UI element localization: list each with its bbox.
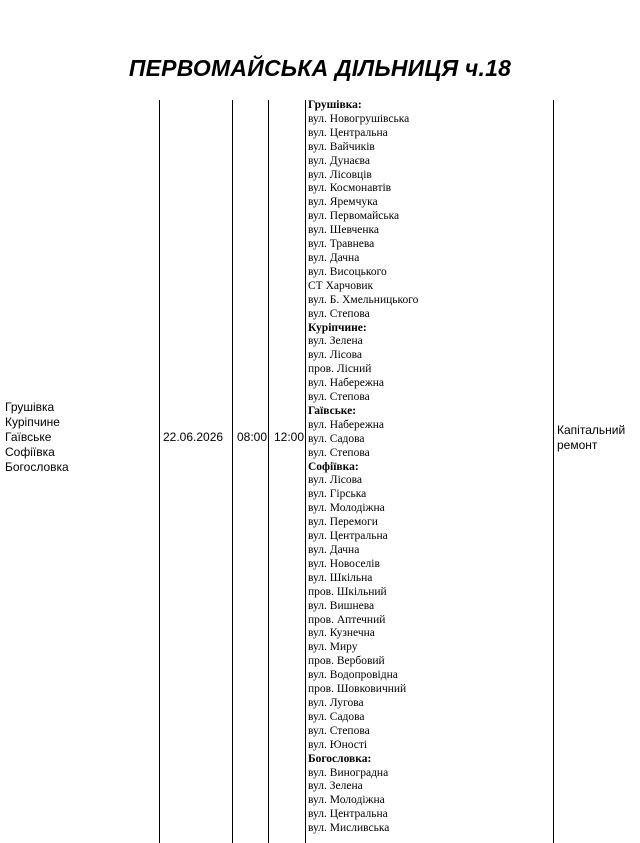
street-item: вул. Юності <box>308 738 368 751</box>
street-item: вул. Лісовців <box>308 168 372 181</box>
street-item: вул. Степова <box>308 724 370 737</box>
street-item: вул. Степова <box>308 391 370 404</box>
street-item: вул. Лісова <box>308 349 363 362</box>
street-item: вул. Вишнева <box>308 599 375 612</box>
column-divider <box>159 100 160 843</box>
work-type-cell: Капітальний ремонт <box>557 423 626 452</box>
street-item: вул. Перемоги <box>308 516 378 529</box>
street-item: вул. Дачна <box>308 251 360 264</box>
street-item: вул. Садова <box>308 432 365 445</box>
villages-cell <box>5 400 69 475</box>
street-item: вул. Набережна <box>308 377 385 390</box>
village-name: Гаївське <box>5 430 52 444</box>
column-divider <box>553 100 554 843</box>
settlement-heading: Богословка: <box>308 752 372 765</box>
street-item: вул. Виноградна <box>308 766 389 779</box>
street-item: вул. Висоцького <box>308 265 387 278</box>
column-divider <box>305 100 306 843</box>
date-cell: 22.06.2026 <box>163 430 224 444</box>
street-item: пров. Лісний <box>308 363 372 376</box>
street-item: вул. Водопровідна <box>308 669 398 682</box>
village-name: Богословка <box>5 460 69 474</box>
street-item: вул. Дунаєва <box>308 154 370 167</box>
street-item: вул. Б. Хмельницького <box>308 293 419 306</box>
street-item: вул. Зелена <box>308 780 363 793</box>
street-item: СТ Харчовик <box>308 279 374 292</box>
street-item: вул. Новогрушівська <box>308 112 410 125</box>
street-item: вул. Кузнечна <box>308 627 375 640</box>
street-item: вул. Вайчиків <box>308 140 375 153</box>
street-item: пров. Аптечний <box>308 613 386 626</box>
column-divider <box>232 100 233 843</box>
street-item: вул. Шевченка <box>308 224 380 237</box>
time-start-cell: 08:00 <box>237 430 268 444</box>
column-divider <box>268 100 269 843</box>
street-item: вул. Степова <box>308 307 370 320</box>
street-item: вул. Травнева <box>308 238 375 251</box>
street-item: вул. Лугова <box>308 696 364 709</box>
street-item: вул. Миру <box>308 641 358 654</box>
street-item: вул. Набережна <box>308 418 385 431</box>
street-item: пров. Шкільний <box>308 585 387 598</box>
village-name: Софіївка <box>5 445 55 459</box>
settlement-heading: Гаївське: <box>308 404 357 417</box>
settlement-heading: Куріпчине: <box>308 321 367 334</box>
streets-cell <box>308 99 553 836</box>
street-item: вул. Мисливська <box>308 822 390 835</box>
street-item: вул. Центральна <box>308 808 388 821</box>
street-item: вул. Молодіжна <box>308 794 385 807</box>
street-item: вул. Садова <box>308 710 365 723</box>
street-item: вул. Яремчука <box>308 196 378 209</box>
street-item: вул. Зелена <box>308 335 363 348</box>
street-item: вул. Лісова <box>308 474 363 487</box>
street-item: пров. Шовковичний <box>308 683 407 696</box>
street-item: вул. Дачна <box>308 544 360 556</box>
street-item: вул. Степова <box>308 446 370 459</box>
settlement-heading: Грушівка: <box>308 99 362 111</box>
street-item: вул. Космонавтів <box>308 182 392 195</box>
settlement-heading: Софіївка: <box>308 460 359 473</box>
street-item: вул. Шкільна <box>308 571 373 584</box>
street-item: вул. Гірська <box>308 488 367 501</box>
street-item: пров. Вербовий <box>308 655 385 668</box>
time-end-cell: 12:00 <box>274 430 305 444</box>
village-name: Куріпчине <box>5 415 60 429</box>
street-item: вул. Центральна <box>308 530 388 543</box>
street-item: вул. Первомайська <box>308 210 400 223</box>
street-item: вул. Молодіжна <box>308 502 385 515</box>
street-item: вул. Центральна <box>308 126 388 139</box>
village-name: Грушівка <box>5 400 55 414</box>
page-title: ПЕРВОМАЙСЬКА ДІЛЬНИЦЯ ч.18 <box>128 55 512 81</box>
street-item: вул. Новоселів <box>308 557 380 570</box>
